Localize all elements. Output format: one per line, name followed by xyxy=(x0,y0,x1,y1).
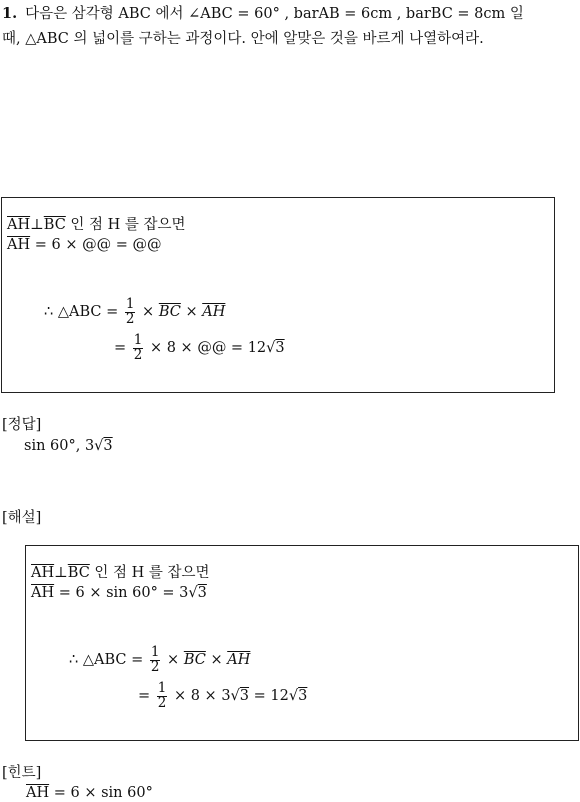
sqrt: √3 xyxy=(230,688,250,704)
problem-step-1: $\overline{AH}\perp\overline{BC}$ 인 점 H 를 잡으면 xyxy=(7,217,186,233)
explanation-step-2: $\overline{AH} = 6 \times \sin 60^\circ = 3√3$ xyxy=(31,585,207,601)
problem-step-2: $\overline{AH} = 6$ × @@ = @@ xyxy=(7,237,162,253)
explanation-area-line-2: = $\frac{1}{2}$ × 8 × 3√3 = 12√3 xyxy=(138,680,308,711)
fraction: $\frac{1}{2}$ xyxy=(157,680,167,711)
question-line-1 xyxy=(2,2,524,23)
hint-label: [힌트] xyxy=(2,765,42,781)
explanation-area-line-1: ∴ △ABC = $\frac{1}{2}$ × $\overline{BC} \times \overline{AH}$ xyxy=(69,644,251,675)
question-text-1: 다음은 삼각형 ABC 에서 ∠ABC = 60° , barAB = 6cm , barBC = 8cm 일 xyxy=(25,6,524,22)
question-number: 1. xyxy=(2,5,18,22)
hint-text: $\overline{AH} = 6 \times \sin 60^\circ$ xyxy=(26,785,153,801)
problem-area-line-1: ∴ △ABC = $\frac{1}{2}$ × $\overline{BC} \times \overline{AH}$ xyxy=(44,296,226,327)
sqrt: √3 xyxy=(94,438,113,454)
sqrt: √3 xyxy=(288,688,308,704)
explanation-step-1: $\overline{AH}\perp\overline{BC}$ 인 점 H 를 잡으면 xyxy=(31,565,210,581)
sqrt: √3 xyxy=(188,585,207,601)
answer-text: sin 60°, 3√3 xyxy=(24,438,113,454)
problem-area-line-2: = $\frac{1}{2}$ × 8 × @@ = 12√3 xyxy=(114,332,285,363)
fraction: $\frac{1}{2}$ xyxy=(150,644,160,675)
question-line-2: 때, △ABC 의 넓이를 구하는 과정이다. 안에 알맞은 것을 바르게 나열하여라. xyxy=(2,31,484,47)
answer-label: [정답] xyxy=(2,417,42,433)
fraction: $\frac{1}{2}$ xyxy=(133,332,143,363)
explanation-label: [해설] xyxy=(2,510,42,526)
sqrt: √3 xyxy=(266,340,285,356)
fraction: $\frac{1}{2}$ xyxy=(125,296,135,327)
